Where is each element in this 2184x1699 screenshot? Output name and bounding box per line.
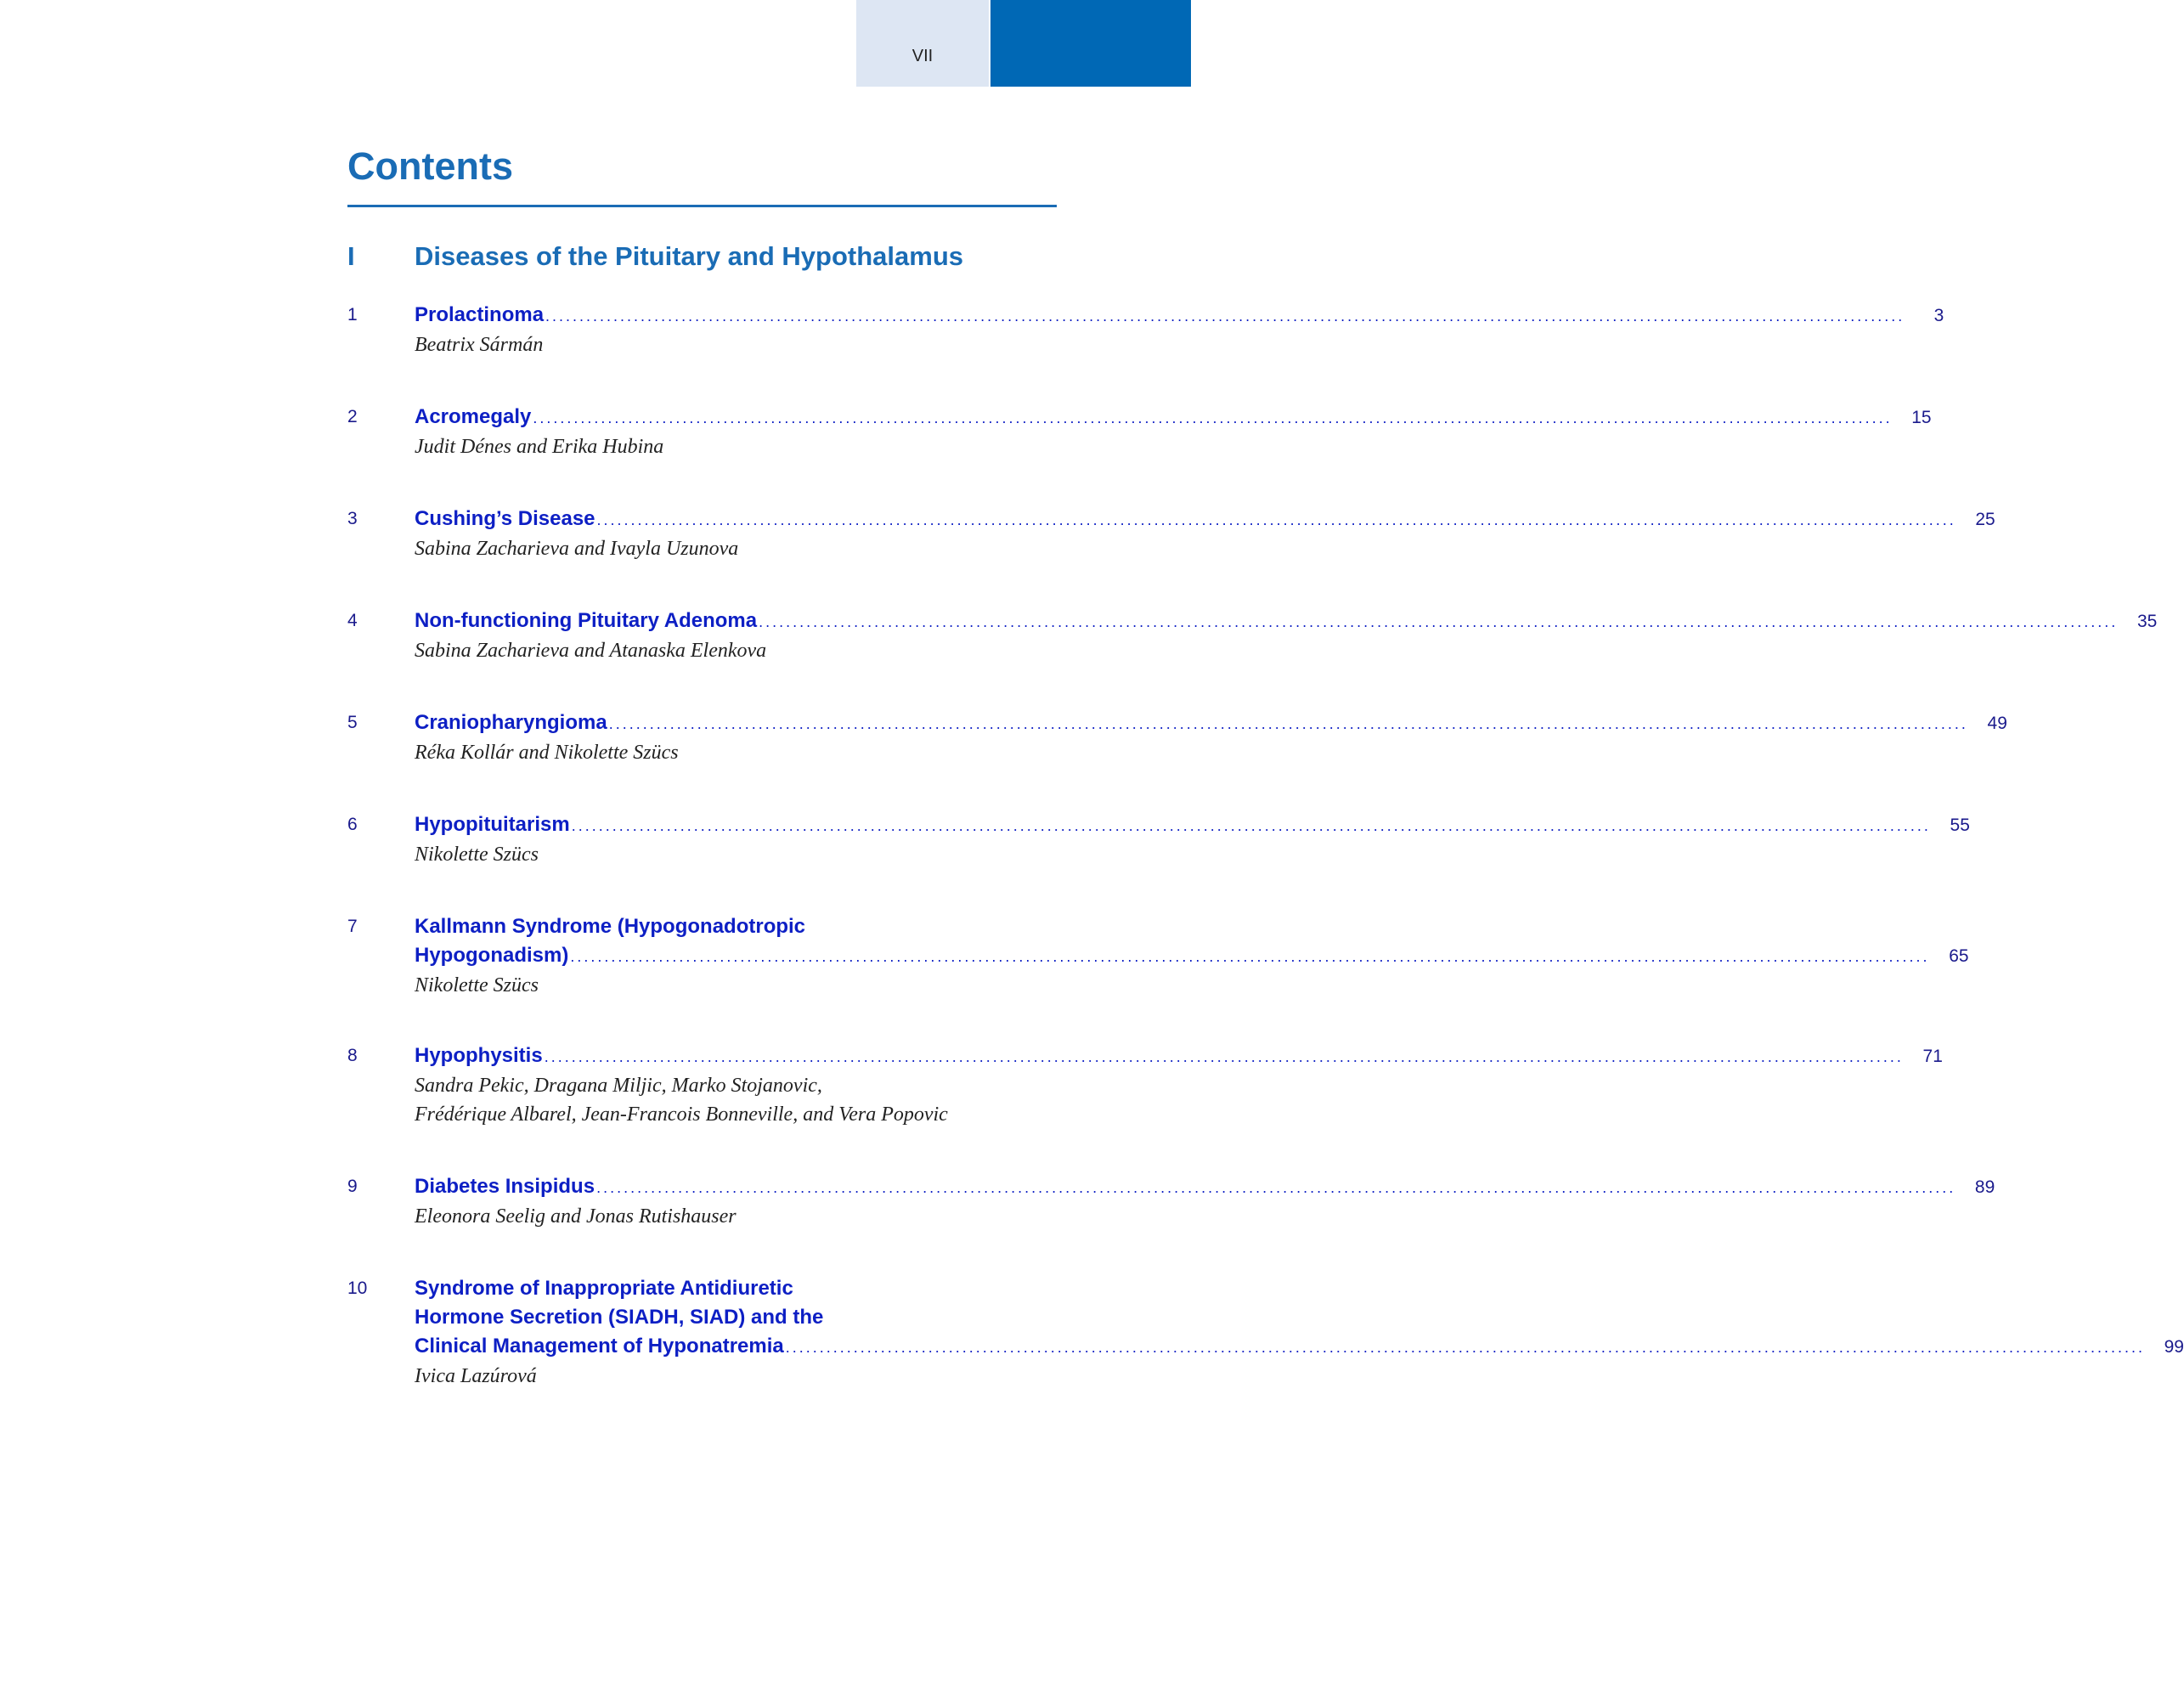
chapter-authors: Ivica Lazúrová	[415, 1365, 537, 1387]
chapter-number: 7	[347, 917, 358, 936]
chapter-title[interactable]: Hypopituitarism	[415, 813, 570, 836]
header-color-block	[990, 0, 1191, 87]
chapter-number: 1	[347, 305, 358, 325]
chapter-body	[415, 1172, 1995, 1231]
chapter-authors: Judit Dénes and Erika Hubina	[415, 436, 664, 458]
chapter-authors: Eleonora Seelig and Jonas Rutishauser	[415, 1205, 736, 1228]
chapter-title-row	[415, 810, 1970, 840]
chapter-number: 9	[347, 1177, 358, 1196]
chapter-title[interactable]: Non-functioning Pituitary Adenoma	[415, 609, 758, 632]
dot-leader: ........................................................................................................................................................................................................	[533, 409, 1893, 426]
chapter-title[interactable]: Kallmann Syndrome (Hypogonadotropic	[415, 915, 806, 938]
chapter-body	[415, 301, 1944, 359]
chapter-title[interactable]: Diabetes Insipidus	[415, 1175, 595, 1198]
chapter-title[interactable]: Hormone Secretion (SIADH, SIAD) and the	[415, 1306, 824, 1329]
chapter-body	[415, 912, 1969, 1000]
chapter-authors: Sabina Zacharieva and Atanaska Elenkova	[415, 640, 767, 662]
page-reference[interactable]: 89	[1974, 1177, 1995, 1197]
chapter-title-row	[415, 505, 1995, 534]
part-title[interactable]: Diseases of the Pituitary and Hypothalamus	[415, 241, 964, 271]
chapter-authors: Frédérique Albarel, Jean-Francois Bonneville, and Vera Popovic	[415, 1104, 948, 1126]
chapter-body	[415, 505, 1995, 563]
chapter-number: 8	[347, 1046, 358, 1065]
page-reference[interactable]: 55	[1950, 816, 1970, 835]
chapter-title[interactable]: Acromegaly	[415, 405, 532, 428]
chapter-number: 2	[347, 407, 358, 426]
chapter-number: 3	[347, 509, 358, 528]
page-reference[interactable]: 3	[1933, 306, 1944, 325]
dot-leader: ........................................................................................................................................................................................................	[571, 817, 1931, 834]
page-reference[interactable]: 65	[1949, 946, 1969, 966]
chapter-authors: Sandra Pekic, Dragana Miljic, Marko Stojanovic,	[415, 1075, 822, 1097]
page-reference[interactable]: 71	[1922, 1047, 1943, 1066]
page-reference[interactable]: 49	[1987, 714, 2007, 733]
title-rule	[347, 205, 1057, 207]
chapter-number: 6	[347, 815, 358, 834]
chapter-title[interactable]: Craniopharyngioma	[415, 711, 607, 734]
chapter-body	[415, 810, 1970, 869]
chapter-title[interactable]: Hypogonadism)	[415, 944, 569, 967]
chapter-body	[415, 403, 1932, 461]
chapter-authors: Nikolette Szücs	[415, 974, 539, 996]
header-page-tab	[856, 0, 989, 87]
page-reference[interactable]: 15	[1911, 408, 1932, 427]
chapter-body	[415, 1041, 1943, 1129]
page-title: Contents	[347, 144, 513, 188]
dot-leader: ........................................................................................................................................................................................................	[785, 1339, 2145, 1356]
dot-leader: ........................................................................................................................................................................................................	[570, 948, 1930, 965]
dot-leader: ........................................................................................................................................................................................................	[545, 308, 1905, 325]
chapter-number: 5	[347, 713, 358, 732]
chapter-number: 10	[347, 1278, 368, 1298]
page-number: VII	[911, 47, 934, 65]
page-reference[interactable]: 99	[2164, 1337, 2184, 1357]
page-reference[interactable]: 25	[1975, 510, 1995, 529]
chapter-title[interactable]: Prolactinoma	[415, 303, 545, 326]
part-number: I	[347, 241, 355, 271]
chapter-title-row	[415, 1332, 2184, 1362]
chapter-title-row	[415, 607, 2158, 636]
chapter-title[interactable]: Hypophysitis	[415, 1044, 543, 1067]
dot-leader: ........................................................................................................................................................................................................	[759, 613, 2119, 630]
chapter-title-row	[415, 403, 1932, 432]
chapter-authors: Réka Kollár and Nikolette Szücs	[415, 742, 679, 764]
chapter-number: 4	[347, 611, 358, 630]
chapter-body	[415, 708, 2007, 767]
dot-leader: ........................................................................................................................................................................................................	[596, 1179, 1956, 1196]
dot-leader: ........................................................................................................................................................................................................	[608, 715, 1968, 732]
chapter-authors: Beatrix Sármán	[415, 334, 544, 356]
chapter-body	[415, 1274, 2184, 1391]
chapter-body	[415, 607, 2158, 665]
dot-leader: ........................................................................................................................................................................................................	[596, 511, 1956, 528]
chapter-authors: Sabina Zacharieva and Ivayla Uzunova	[415, 538, 739, 560]
chapter-title[interactable]: Cushing’s Disease	[415, 507, 595, 530]
chapter-title[interactable]: Clinical Management of Hyponatremia	[415, 1335, 784, 1358]
chapter-authors: Nikolette Szücs	[415, 844, 539, 866]
page-reference[interactable]: 35	[2136, 612, 2158, 631]
chapter-title[interactable]: Syndrome of Inappropriate Antidiuretic	[415, 1277, 793, 1300]
chapter-title-row	[415, 708, 2007, 738]
chapter-title-row	[415, 941, 1969, 971]
chapter-title-row	[415, 1172, 1995, 1202]
chapter-title-row	[415, 301, 1944, 330]
dot-leader: ........................................................................................................................................................................................................	[544, 1048, 1904, 1065]
part-heading	[347, 240, 1057, 274]
chapter-title-row	[415, 1041, 1943, 1071]
